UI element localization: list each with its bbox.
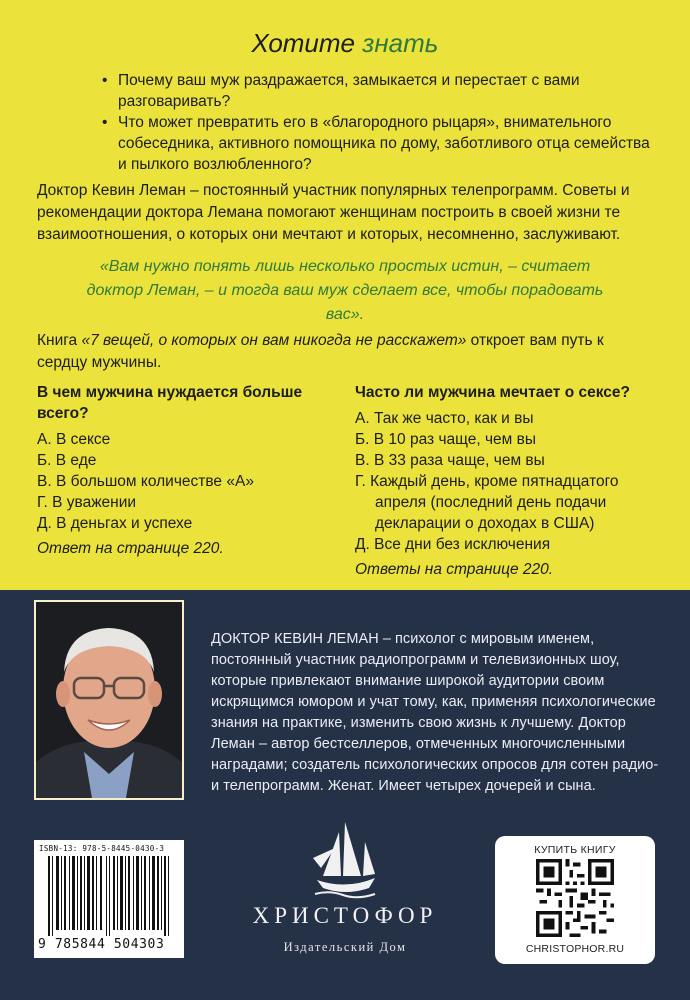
isbn-digits: 9 785844 504303: [38, 937, 165, 952]
heading: [0, 28, 690, 59]
quiz-options: [355, 408, 665, 555]
quiz-option: Г. Каждый день, кроме пятнадцатого апреля (последний день подачи декларации о доходах в США): [355, 473, 619, 532]
isbn-barcode: [34, 840, 184, 958]
publisher-name: ХРИСТОФОР: [252, 903, 438, 928]
quiz-option: Б. В 10 раз чаще, чем вы: [355, 431, 536, 448]
author-photo: [34, 600, 184, 800]
qr-card[interactable]: [495, 836, 655, 964]
bullet-item: • Почему ваш муж раздражается, замыкается и перестает с вами разговаривать?: [100, 70, 660, 112]
question-bullets: [100, 70, 660, 175]
quiz-right: [355, 382, 665, 580]
qr-caption: КУПИТЬ КНИГУ: [534, 844, 616, 856]
quiz-option: Г. В уважении: [37, 494, 137, 511]
isbn-label: ISBN-13: 978-5-8445-0430-3: [39, 844, 165, 853]
quiz-option: Д. В деньгах и успехе: [37, 515, 193, 532]
bullet-item: • Что может превратить его в «благородного рыцаря», внимательного собеседника, активного помощника по дому, заботливого отца семейства и пылкого возлюбленного?: [100, 112, 660, 175]
barcode-bars: [42, 856, 176, 936]
book-line-before: Книга: [37, 332, 82, 349]
author-portrait-image: [36, 602, 182, 798]
publisher-subtitle: Издательский Дом: [283, 940, 407, 954]
quiz-question: Часто ли мужчина мечтает о сексе?: [355, 384, 630, 401]
book-line: [37, 330, 657, 374]
heading-main: Хотите: [251, 28, 356, 58]
quiz-option: А. В сексе: [37, 431, 111, 448]
quiz-option: Д. Все дни без исключения: [355, 536, 551, 553]
book-title: «7 вещей, о которых он вам никогда не расскажет»: [81, 332, 467, 349]
quiz-option: В. В большом количестве «А»: [37, 473, 254, 490]
quiz-options: [37, 429, 327, 534]
quiz-option: А. Так же часто, как и вы: [355, 410, 534, 427]
quote: «Вам нужно понять лишь несколько простых истин, – считает доктор Леман, – и тогда ваш муж сделает все, чтобы порадовать вас».: [86, 258, 604, 323]
qr-url[interactable]: CHRISTOPHOR.RU: [525, 943, 625, 955]
quiz-option: Б. В еде: [37, 452, 97, 469]
heading-accent: знать: [362, 28, 439, 58]
quiz-question: В чем мужчина нуждается больше всего?: [37, 384, 303, 422]
author-bio: ДОКТОР КЕВИН ЛЕМАН – психолог с мировым именем, постоянный участник радиопрограмм и телевизионных шоу, которые привлекают внимание широкой аудитории своим искрящимся юмором и учат тому, как, применяя психологические знания на практике, изменить свою жизнь к лучшему. Доктор Леман – автор бестселлеров, отмеченных многочисленными наградами; создатель психологических опросов для сотен радио- и телепрограмм. Женат. Имеет четырех дочерей и сына.: [211, 631, 659, 794]
quiz-answer-ref: Ответы на странице 220.: [355, 561, 554, 578]
quiz-option: В. В 33 раза чаще, чем вы: [355, 452, 545, 469]
qr-code-icon[interactable]: [536, 859, 614, 937]
quiz-left: [37, 382, 327, 559]
intro-paragraph: Доктор Кевин Леман – постоянный участник популярных телепрограмм. Советы и рекомендации доктора Лемана помогают женщинам построить в своей жизни те взаимоотношения, о которых они мечтают и которых, несомненно, заслуживают.: [37, 182, 630, 243]
quiz-answer-ref: Ответ на странице 220.: [37, 540, 224, 557]
ship-logo-icon: [309, 818, 383, 900]
book-line-after: откроет вам путь к сердцу мужчины.: [37, 332, 604, 371]
